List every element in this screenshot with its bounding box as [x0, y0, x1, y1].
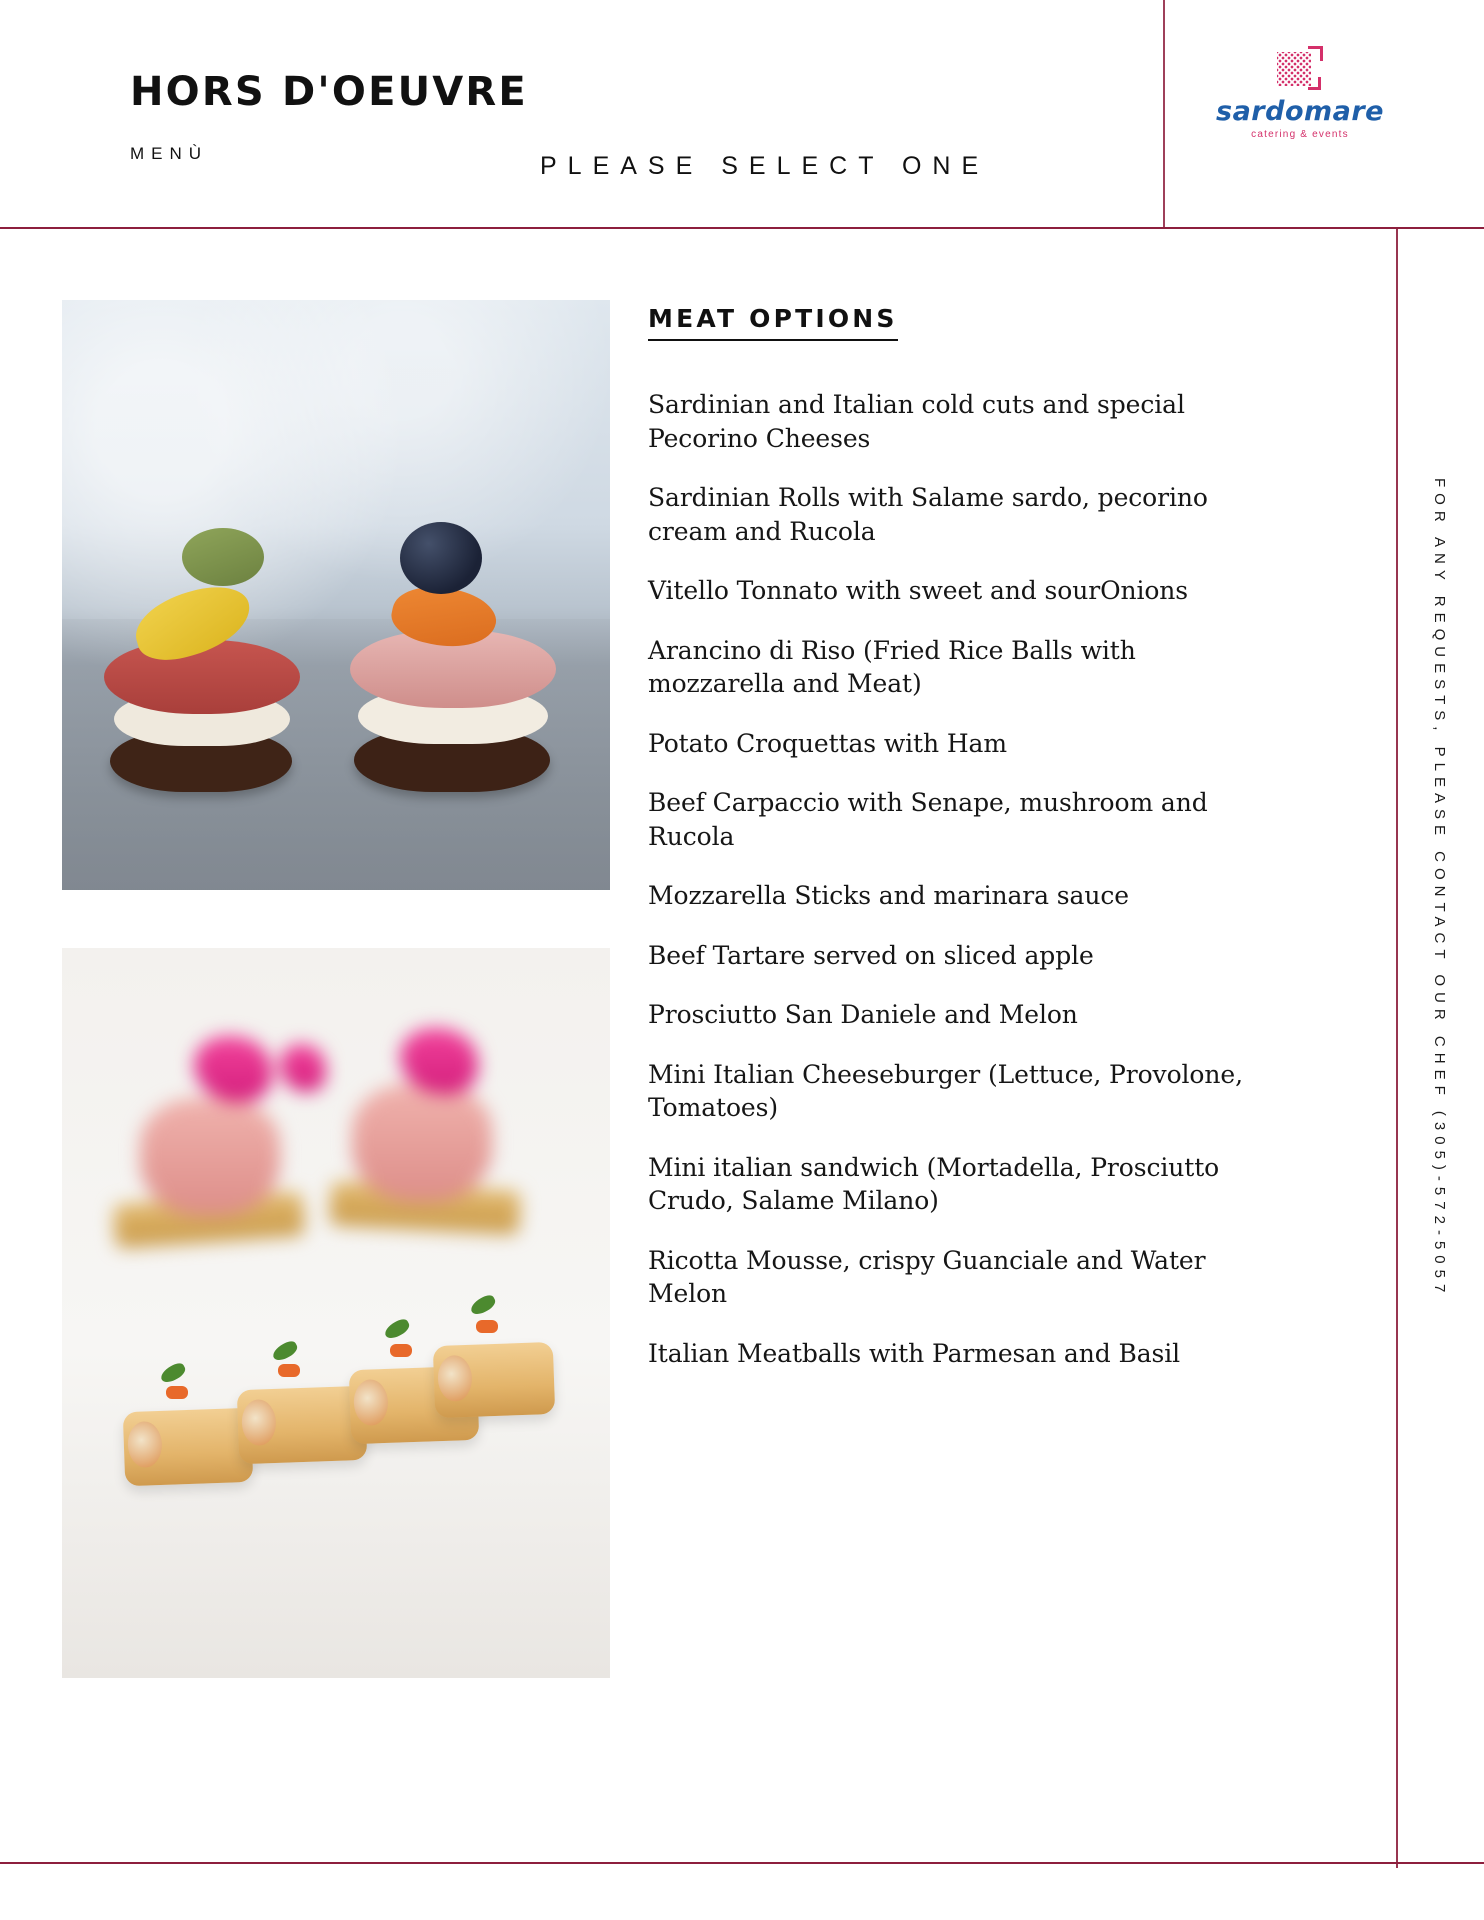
menu-item: Arancino di Riso (Fried Rice Balls with mozzarella and Meat): [648, 635, 1136, 698]
menu-item: Italian Meatballs with Parmesan and Basil: [648, 1338, 1181, 1368]
brand-logo: [1210, 46, 1390, 140]
header-vertical-divider: [1163, 0, 1165, 228]
menu-item: Beef Carpaccio with Senape, mushroom and Rucola: [648, 788, 1208, 851]
page-header: [0, 0, 1484, 228]
page-subtitle: MENÙ: [130, 144, 209, 163]
page-content: [0, 228, 1484, 1868]
photo-meat-canapes: [62, 300, 610, 890]
menu-item: Mini italian sandwich (Mortadella, Prosciutto Crudo, Salame Milano): [648, 1152, 1220, 1215]
menu-item: Vitello Tonnato with sweet and sourOnions: [648, 576, 1189, 605]
menu-item: Prosciutto San Daniele and Melon: [648, 1000, 1078, 1029]
contact-note: FOR ANY REQUESTS, PLEASE CONTACT OUR CHEF (305)-572-5057: [1431, 478, 1448, 1299]
title-block: [130, 69, 528, 164]
menu-item: Potato Croquettas with Ham: [648, 728, 1007, 758]
menu-item: Ricotta Mousse, crispy Guanciale and Water Melon: [648, 1245, 1206, 1308]
menu-item-list: [648, 388, 1268, 1396]
selection-instruction: PLEASE SELECT ONE: [540, 152, 990, 180]
brand-tagline: catering & events: [1251, 129, 1349, 140]
menu-item: Beef Tartare served on sliced apple: [648, 940, 1094, 970]
dot-grid-square-icon: [1271, 46, 1329, 92]
right-vertical-divider: [1396, 228, 1398, 1868]
menu-item: Sardinian and Italian cold cuts and special Pecorino Cheeses: [648, 390, 1185, 453]
photo-rolls-canapes: [62, 948, 610, 1678]
menu-item: Sardinian Rolls with Salame sardo, pecorino cream and Rucola: [648, 483, 1208, 546]
footer-divider: [0, 1862, 1484, 1864]
menu-item: Mini Italian Cheeseburger (Lettuce, Provolone, Tomatoes): [648, 1059, 1243, 1122]
page-title: HORS D'OEUVRE: [130, 69, 528, 115]
section-heading: MEAT OPTIONS: [648, 304, 898, 341]
menu-item: Mozzarella Sticks and marinara sauce: [648, 881, 1129, 910]
brand-name: sardomare: [1216, 96, 1384, 127]
